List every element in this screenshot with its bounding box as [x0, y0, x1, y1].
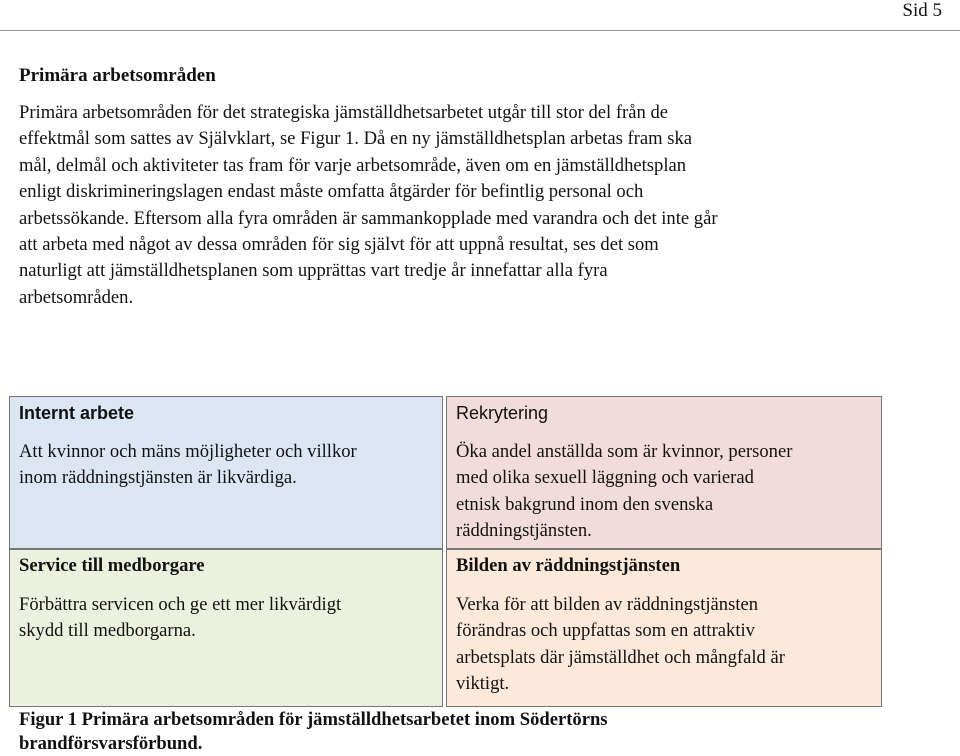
box-text-line: arbetsplats där jämställdhet och mångfald är — [456, 646, 785, 668]
box-text-line: Öka andel anställda som är kvinnor, personer — [456, 441, 793, 462]
recruitment-box — [446, 396, 882, 549]
recruitment-text — [456, 439, 881, 545]
box-text-line: skydd till medborgarna. — [19, 620, 196, 642]
paragraph-line: Primära arbetsområden för det strategiska jämställdhetsarbetet utgår till stor del från de — [19, 102, 669, 123]
internal-work-title: Internt arbete — [19, 403, 135, 423]
public-image-title: Bilden av räddningstjänsten — [456, 555, 681, 576]
paragraph-line: enligt diskrimineringslagen endast måste omfatta åtgärder för befintlig personal och — [19, 181, 644, 203]
body-paragraph — [19, 100, 879, 311]
paragraph-line: mål, delmål och aktiviteter tas fram för varje arbetsområde, även om en jämställdhetsplan — [19, 154, 687, 176]
box-text-line: förändras och uppfattas som en attraktiv — [456, 620, 755, 642]
box-text-line: viktigt. — [456, 673, 510, 695]
recruitment-title: Rekrytering — [456, 403, 549, 423]
section-heading: Primära arbetsområden — [19, 65, 216, 86]
citizen-service-box — [9, 549, 443, 707]
public-image-box — [446, 549, 882, 707]
caption-line: Figur 1 Primära arbetsområden för jämställdhetsarbetet inom Södertörns — [19, 709, 608, 730]
citizen-service-title: Service till medborgare — [19, 555, 205, 576]
page-number: Sid 5 — [902, 0, 942, 21]
box-text-line: Förbättra servicen och ge ett mer likvärdigt — [19, 594, 342, 615]
paragraph-line: naturligt att jämställdhetsplanen som upprättas vart tredje år innefattar alla fyra — [19, 260, 608, 282]
paragraph-line: att arbeta med något av dessa områden för sig självt för att uppnå resultat, ses det som — [19, 234, 659, 256]
citizen-service-text — [19, 592, 442, 645]
box-text-line: räddningstjänsten. — [456, 520, 592, 542]
figure-caption — [19, 708, 919, 756]
public-image-text — [456, 592, 881, 698]
box-text-line: Verka för att bilden av räddningstjänsten — [456, 594, 759, 615]
box-text-line: inom räddningstjänsten är likvärdiga. — [19, 467, 297, 489]
caption-line: brandförsvarsförbund. — [19, 733, 203, 754]
header-divider — [0, 30, 960, 31]
internal-work-text — [19, 439, 442, 492]
paragraph-line: arbetssökande. Eftersom alla fyra områden är sammankopplade med varandra och det inte går — [19, 207, 718, 229]
work-areas-figure — [9, 396, 882, 707]
box-text-line: etnisk bakgrund inom den svenska — [456, 493, 714, 515]
paragraph-line: arbetsområden. — [19, 286, 134, 308]
box-text-line: med olika sexuell läggning och varierad — [456, 467, 754, 489]
paragraph-line: effektmål som sattes av Självklart, se Figur 1. Då en ny jämställdhetsplan arbetas fram ska — [19, 128, 692, 150]
box-text-line: Att kvinnor och mäns möjligheter och villkor — [19, 441, 357, 462]
internal-work-box — [9, 396, 443, 549]
